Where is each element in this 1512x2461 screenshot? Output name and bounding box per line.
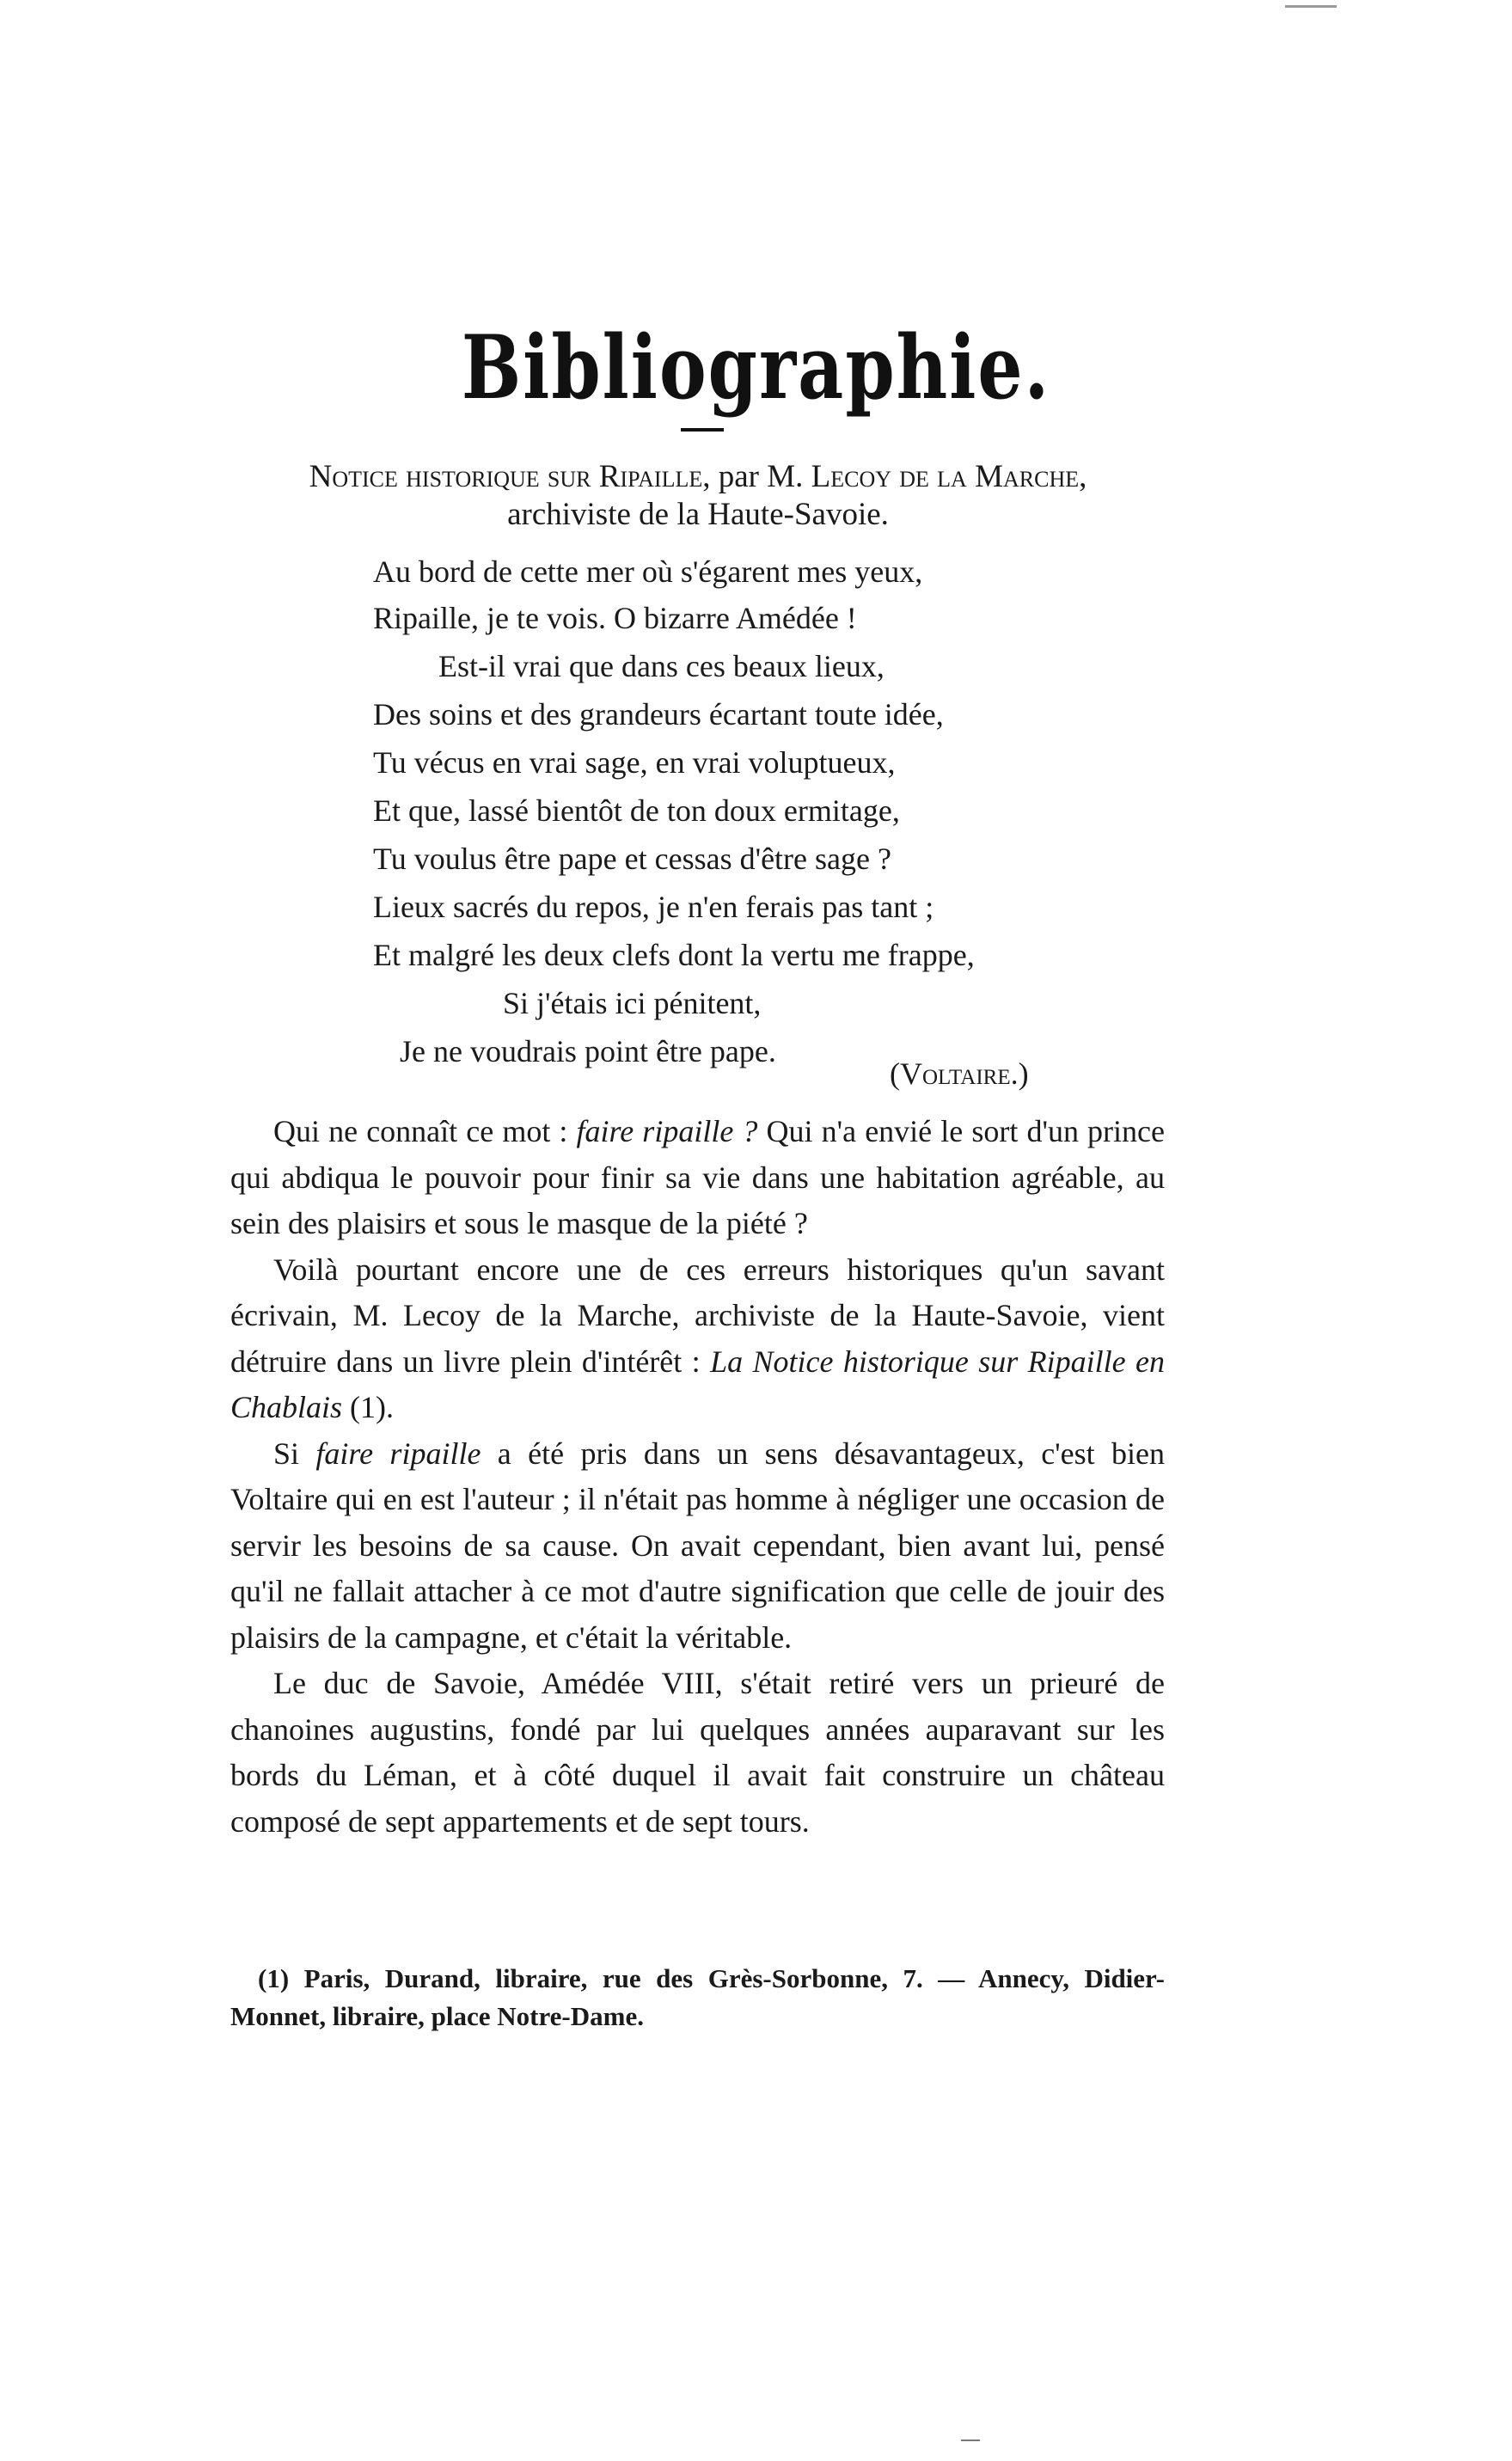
header-role: archiviste de la Haute-Savoie.	[507, 497, 889, 532]
poem-line: Au bord de cette mer où s'égarent mes yeux,	[373, 554, 923, 589]
poem-line: Tu voulus être pape et cessas d'être sage ?	[373, 842, 891, 876]
poem-line: Et malgré les deux clefs dont la vertu me frappe,	[373, 938, 975, 972]
poem-line: Est-il vrai que dans ces beaux lieux,	[438, 649, 885, 683]
paragraph	[230, 1431, 1165, 1662]
footnote-ref: (1).	[342, 1390, 395, 1424]
poem-line: Ripaille, je te vois. O bizarre Amédée !	[373, 601, 857, 635]
text-run: Si	[273, 1436, 316, 1471]
poem-line: Lieux sacrés du repos, je n'en ferais pas tant ;	[373, 890, 934, 924]
header-by: , par M.	[702, 459, 811, 494]
italic-phrase: faire ripaille ?	[576, 1114, 758, 1148]
paragraph	[230, 1247, 1165, 1431]
header-comma: ,	[1079, 459, 1087, 494]
poem-attribution: (Voltaire.)	[890, 1056, 1029, 1091]
article-body	[230, 1109, 1165, 1845]
header-notice: Notice historique sur Ripaille	[309, 459, 703, 494]
page-mark	[961, 2440, 980, 2441]
poem-line: Tu vécus en vrai sage, en vrai voluptueux,	[373, 745, 896, 780]
text-run: Qui n'a envié le sort d'un prince qui abdiqua le pouvoir pour finir sa vie dans une habitation agréable, au sein des plaisirs et sous le masque de la piété ?	[230, 1114, 1166, 1240]
footnote	[230, 1960, 1165, 2036]
scan-mark	[1285, 5, 1337, 8]
paragraph	[230, 1109, 1165, 1247]
poem-line: Si j'étais ici pénitent,	[503, 986, 762, 1020]
poem-line: Et que, lassé bientôt de ton doux ermitage,	[373, 793, 900, 828]
page-title: Bibliographie.	[461, 316, 1051, 419]
italic-phrase: faire ripaille	[315, 1436, 481, 1471]
header-author: Lecoy de la Marche	[811, 459, 1080, 494]
poem-line: Des soins et des grandeurs écartant toute idée,	[373, 697, 944, 732]
italic-title: La Notice historique sur Ripaille en Chablais	[230, 1344, 1165, 1424]
footnote-text: (1) Paris, Durand, libraire, rue des Grès-Sorbonne, 7. — Annecy, Didier-Monnet, libraire, place Notre-Dame.	[230, 1963, 1165, 2031]
text-run: Qui ne connaît ce mot :	[273, 1114, 577, 1148]
paragraph: Le duc de Savoie, Amédée VIII, s'était retiré vers un prieuré de chanoines augustins, fondé par lui quelques années auparavant sur les bords du Léman, et à côté duquel il avait fait construire un château composé de sept appartements et de sept tours.	[230, 1666, 1165, 1839]
review-header	[234, 458, 1162, 534]
poem-line: Je ne voudrais point être pape.	[400, 1034, 776, 1068]
text-run: a été pris dans un sens désavantageux, c'est bien Voltaire qui en est l'auteur ; il n'était pas homme à négliger une occasion de servir les besoins de sa cause. On avait cependant, bien avant lui, pensé qu'il ne fallait attacher à ce mot d'autre signification que celle de jouir des plaisirs de la campagne, et c'était la véritable.	[230, 1436, 1166, 1655]
text-run: Voilà pourtant encore une de ces erreurs historiques qu'un savant écrivain, M. Lecoy de la Marche, archiviste de la Haute-Savoie, vient détruire dans un livre plein d'intérêt :	[230, 1252, 1165, 1379]
title-rule	[681, 428, 724, 432]
